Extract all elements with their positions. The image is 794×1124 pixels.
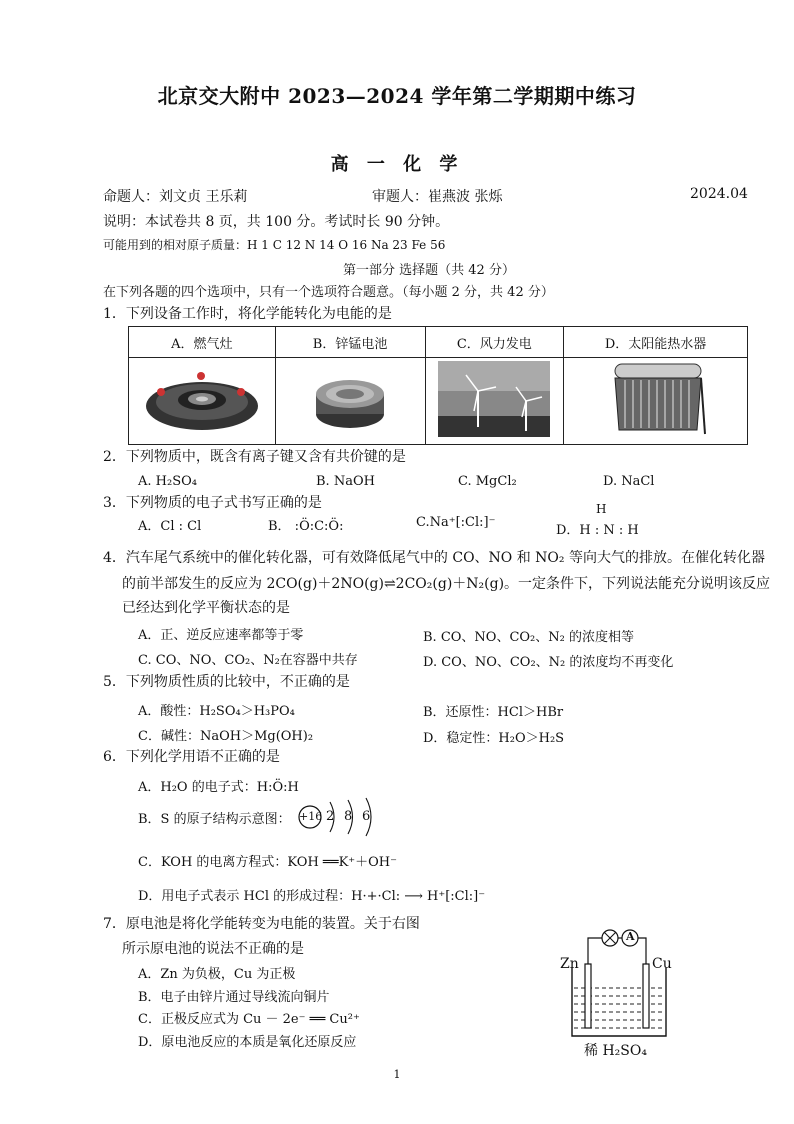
gas-stove-image (129, 358, 276, 445)
page-number: 1 (393, 1068, 401, 1081)
q3-stem: 3．下列物质的电子式书写正确的是 (103, 495, 322, 511)
q7-line1: 7．原电池是将化学能转变为电能的装置。关于右图 (103, 916, 420, 932)
section-title: 第一部分 选择题（共 42 分） (343, 263, 515, 278)
q3-option-d-top: H (596, 502, 607, 516)
zinc-manganese-battery-image (275, 358, 425, 445)
q6-option-b[interactable]: B．S 的原子结构示意图： (138, 812, 291, 827)
q4-option-b[interactable]: B. CO、NO、CO₂、N₂ 的浓度相等 (423, 630, 634, 645)
q7-option-d[interactable]: D．原电池反应的本质是氧化还原反应 (138, 1035, 357, 1050)
solution-label: 稀 H₂SO₄ (584, 1043, 647, 1059)
q5-option-b[interactable]: B．还原性：HCl＞HBr (423, 705, 564, 720)
q4-option-c[interactable]: C. CO、NO、CO₂、N₂在容器中共存 (138, 653, 358, 668)
exam-note: 说明：本试卷共 8 页，共 100 分。考试时长 90 分钟。 (103, 214, 450, 230)
sulfur-atom-structure-diagram (296, 796, 380, 838)
authors: 命题人：刘文贞 王乐莉 (103, 189, 248, 205)
reviewers: 审题人：崔燕波 张烁 (372, 189, 503, 205)
q1-option-c[interactable]: C．风力发电 (425, 327, 564, 358)
solar-water-heater-image (564, 358, 748, 445)
q4-option-d[interactable]: D. CO、NO、CO₂、N₂ 的浓度均不再变化 (423, 655, 674, 670)
sulfur-shell-2: 8 (344, 809, 353, 824)
sulfur-shell-3: 6 (362, 809, 371, 824)
q6-option-a[interactable]: A．H₂O 的电子式：H:Ö:H (138, 780, 299, 795)
q6-option-d[interactable]: D．用电子式表示 HCl 的形成过程：H·+·Cl: ⟶ H⁺[:Cl:]⁻ (138, 889, 486, 904)
q1-option-b[interactable]: B．锌锰电池 (275, 327, 425, 358)
q1-option-d[interactable]: D．太阳能热水器 (564, 327, 748, 358)
q6-stem: 6．下列化学用语不正确的是 (103, 749, 280, 765)
q5-option-d[interactable]: D．稳定性：H₂O＞H₂S (423, 731, 565, 746)
q1-options-table (128, 326, 748, 445)
exam-date: 2024.04 (690, 186, 748, 202)
wind-power-image (425, 358, 564, 445)
q6-option-c[interactable]: C．KOH 的电离方程式：KOH ══K⁺＋OH⁻ (138, 855, 398, 870)
q3-option-d[interactable]: D．H : N : H (556, 523, 639, 538)
q1-option-a[interactable]: A．燃气灶 (129, 327, 276, 358)
q2-option-d[interactable]: D. NaCl (603, 474, 655, 489)
q7-line2: 所示原电池的说法不正确的是 (122, 941, 304, 957)
q1-stem: 1．下列设备工作时，将化学能转化为电能的是 (103, 306, 392, 322)
q2-option-c[interactable]: C. MgCl₂ (458, 474, 517, 489)
q2-option-a[interactable]: A. H₂SO₄ (138, 474, 197, 489)
ammeter-label: A (626, 930, 635, 943)
q3-option-b[interactable]: B． :Ö:C:Ö: (268, 519, 344, 534)
q7-option-a[interactable]: A．Zn 为负极，Cu 为正极 (138, 967, 296, 982)
q2-option-b[interactable]: B. NaOH (316, 474, 375, 489)
section-instruction: 在下列各题的四个选项中，只有一个选项符合题意。（每小题 2 分，共 42 分） (103, 285, 554, 300)
q5-option-c[interactable]: C．碱性：NaOH＞Mg(OH)₂ (138, 729, 314, 744)
q4-option-a[interactable]: A．正、逆反应速率都等于零 (138, 628, 304, 643)
sulfur-nucleus-label: +16 (299, 810, 323, 823)
galvanic-cell-diagram (556, 924, 684, 1062)
q7-option-c[interactable]: C．正极反应式为 Cu － 2e⁻ ══ Cu²⁺ (138, 1012, 360, 1027)
q4-line1: 4．汽车尾气系统中的催化转化器，可有效降低尾气中的 CO、NO 和 NO₂ 等向大气的排放。在催化转化器 (103, 550, 765, 566)
q3-option-a[interactable]: A．Cl : Cl (138, 519, 202, 534)
exam-title: 北京交大附中 2023—2024 学年第二学期期中练习 (157, 84, 637, 108)
q5-option-a[interactable]: A．酸性：H₂SO₄＞H₃PO₄ (138, 704, 295, 719)
sulfur-shell-1: 2 (326, 809, 335, 824)
q3-option-c[interactable]: C.Na⁺[:Cl:]⁻ (416, 515, 496, 530)
zinc-electrode-label: Zn (560, 956, 579, 972)
q2-stem: 2．下列物质中，既含有离子键又含有共价键的是 (103, 449, 406, 465)
q4-line3: 已经达到化学平衡状态的是 (122, 600, 290, 616)
q4-line2: 的前半部发生的反应为 2CO(g)＋2NO(g)⇌2CO₂(g)＋N₂(g)。一定条件下，下列说法能充分说明该反应 (122, 576, 771, 592)
copper-electrode-label: Cu (652, 956, 672, 972)
atomic-masses: 可能用到的相对原子质量：H 1 C 12 N 14 O 16 Na 23 Fe 56 (103, 238, 446, 252)
subject-title: 高 一 化 学 (330, 154, 464, 175)
q7-option-b[interactable]: B．电子由锌片通过导线流向铜片 (138, 990, 330, 1005)
q5-stem: 5．下列物质性质的比较中，不正确的是 (103, 674, 350, 690)
